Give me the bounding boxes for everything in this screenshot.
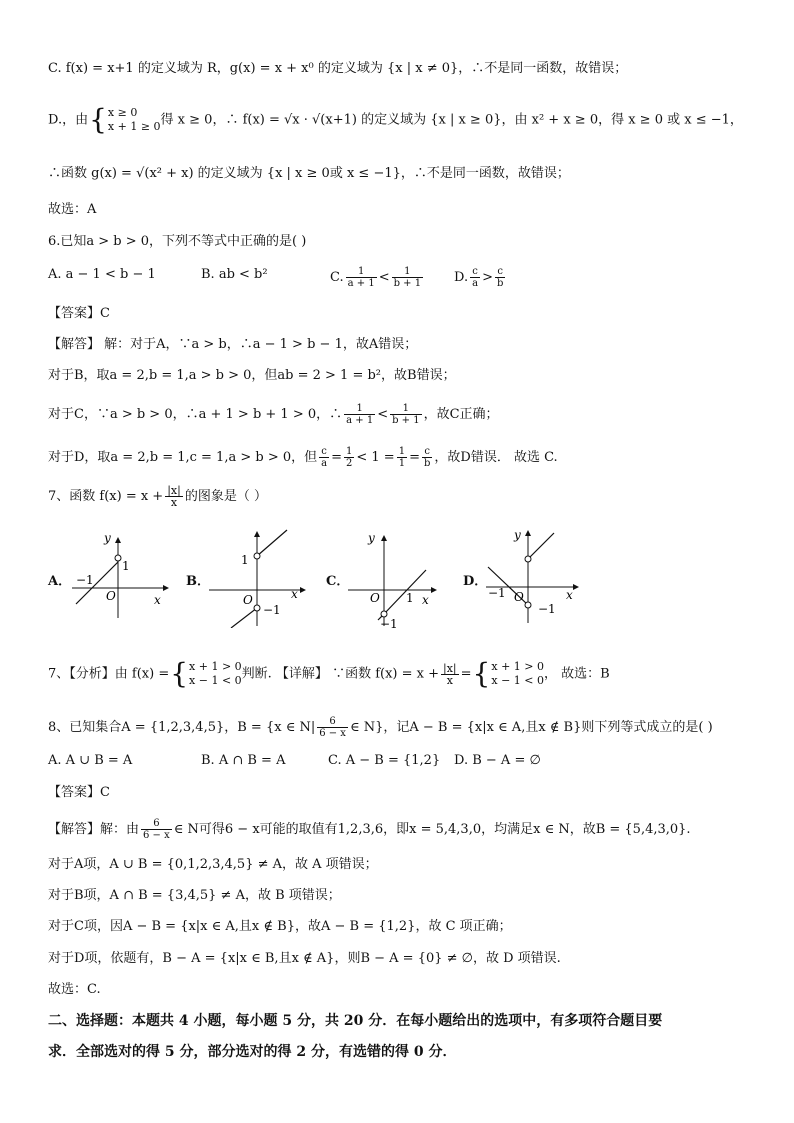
question-7 [48, 485, 754, 508]
tick-label: −1 [76, 573, 94, 587]
graph-b-label: B． [186, 574, 210, 589]
axis-y-label: y [368, 531, 375, 545]
origin-label: O [514, 590, 524, 604]
left-brace-icon: { [89, 103, 107, 136]
tick-label: −1 [488, 586, 506, 600]
question-8 [48, 716, 754, 739]
text: C. f(x) = x+1 的定义域为 R，g(x) = x + x⁰ 的定义域为 {x | x ≠ 0}，∴不是同一函数，故错误； [48, 61, 628, 76]
text: 7、函数 f(x) = x + [48, 489, 164, 504]
text: 7、【分析】由 f(x) = [48, 666, 170, 682]
numerator: c [422, 446, 432, 458]
solution-6-1 [48, 336, 754, 354]
text: ， 故选：B [544, 666, 610, 682]
denominator: a [321, 458, 328, 469]
text: D.，由 [48, 112, 89, 128]
tick-label: 1 [406, 591, 414, 605]
denominator: b [423, 458, 431, 469]
numerator: 1 [392, 266, 424, 278]
option-c [330, 266, 425, 289]
text: 对于C，∵a > b > 0，∴a + 1 > b + 1 > 0，∴ [48, 407, 343, 422]
option-b: B. ab < b² [201, 267, 268, 282]
text: 对于D项，依题有，B − A = {x|x ∈ B,且x ∉ A}，则B − A = {0} ≠ ∅，故 D 项错误. [48, 951, 561, 966]
fraction [344, 403, 375, 426]
text: 对于C项，因A − B = {x|x ∈ A,且x ∉ B}，故A − B = {1,2}，故 C 项正确； [48, 919, 512, 934]
cases [189, 660, 242, 688]
denominator: a + 1 [346, 415, 374, 426]
case-1: x + 1 > 0 [189, 660, 242, 673]
answer-8 [48, 784, 754, 802]
denominator: b [496, 278, 504, 289]
fraction [141, 818, 172, 841]
fraction [422, 446, 432, 469]
text: 对于D，取a = 2,b = 1,c = 1,a > b > 0，但 [48, 450, 318, 465]
solution-line-c [48, 60, 754, 78]
solution-8-4 [48, 918, 754, 936]
fraction [344, 446, 354, 469]
text: < [378, 270, 390, 285]
text: < [377, 407, 389, 422]
cases [491, 660, 544, 688]
numerator: c [495, 266, 505, 278]
denominator: x [446, 673, 453, 687]
option-a: A. a − 1 < b − 1 [48, 267, 156, 282]
fraction [441, 663, 459, 686]
fraction [392, 266, 424, 289]
solution-8-2 [48, 856, 754, 874]
section-2-heading [48, 1012, 754, 1030]
fraction [317, 716, 348, 739]
numerator: 1 [346, 266, 377, 278]
solution-8-1 [48, 818, 754, 841]
solution-8-5 [48, 950, 754, 968]
case-2: x − 1 < 0 [491, 674, 544, 687]
text: 8、已知集合A = {1,2,3,4,5}，B = {x ∈ N| [48, 720, 316, 735]
solution-6-4 [48, 446, 754, 469]
axis-x-label: x [422, 593, 429, 607]
text: = [331, 450, 342, 465]
case-1: x ≥ 0 [107, 106, 138, 119]
solution-6-2 [48, 367, 754, 385]
tick-label: −1 [263, 603, 281, 617]
section-2-heading-cont [48, 1043, 754, 1061]
graph-b [205, 528, 315, 628]
solution-6-3 [48, 403, 754, 426]
denominator: 2 [346, 458, 353, 469]
question-6 [48, 233, 754, 251]
left-brace-icon: { [472, 657, 491, 690]
numerator: 6 [317, 716, 348, 728]
cases [108, 106, 161, 134]
tick-label: −1 [380, 617, 398, 630]
tick-label: −1 [538, 602, 556, 616]
denominator: 1 [398, 458, 406, 469]
case-2: x + 1 ≥ 0 [107, 120, 161, 133]
origin-label: O [243, 593, 253, 607]
denominator: b + 1 [392, 415, 420, 426]
text: 故选：C. [48, 982, 101, 997]
axis-y-label: y [514, 528, 521, 542]
graph-c [344, 530, 454, 630]
text: 【答案】C [48, 306, 110, 321]
text: ，故D错误． 故选 C. [434, 450, 558, 465]
fraction [165, 485, 183, 508]
answer-6 [48, 305, 754, 323]
option-c: C. A − B = {1,2} [328, 753, 441, 768]
text: 【解答】 解：对于A，∵a > b，∴a − 1 > b − 1，故A错误； [48, 337, 418, 352]
text: 【解答】解：由 [48, 822, 140, 837]
text: 对于B项，A ∩ B = {3,4,5} ≠ A，故 B 项错误； [48, 888, 341, 903]
fraction [397, 446, 407, 469]
denominator: 6 − x [143, 830, 170, 841]
origin-label: O [106, 589, 116, 603]
denominator: 6 − x [319, 728, 346, 739]
numerator: 1 [390, 403, 422, 415]
text: < 1 = [356, 450, 395, 465]
numerator: 1 [398, 446, 406, 457]
graph-a-label: A． [48, 574, 72, 589]
text: D. [454, 270, 469, 285]
case-1: x + 1 > 0 [491, 660, 544, 673]
axis-x-label: x [566, 588, 573, 602]
denominator: b + 1 [393, 278, 422, 289]
numerator: c [319, 446, 329, 458]
fraction [346, 266, 377, 289]
choose-a [48, 201, 754, 219]
text: ∴函数 g(x) = √(x² + x) 的定义域为 {x | x ≥ 0或 x ≤ −1}，∴不是同一函数，故错误； [48, 166, 570, 181]
text: = [409, 450, 420, 465]
text: 判断. 【详解】 ∵函数 f(x) = x + [241, 666, 440, 682]
graph-d [482, 525, 592, 625]
solution-line-d [48, 103, 754, 136]
text: 对于B，取a = 2,b = 1,a > b > 0，但ab = 2 > 1 = b²，故B错误； [48, 368, 456, 383]
numerator: c [470, 266, 480, 278]
graph-c-label: C． [326, 574, 350, 589]
solution-8-6 [48, 981, 754, 999]
option-b: B. A ∩ B = A [201, 753, 286, 768]
text: 【答案】C [48, 785, 110, 800]
text: 的图象是（ ） [184, 489, 267, 504]
option-a: A. A ∪ B = A [48, 753, 133, 768]
fraction [319, 446, 329, 469]
tick-label: 1 [241, 553, 249, 567]
text: = [460, 666, 472, 682]
tick-label: 1 [122, 559, 130, 573]
numerator: |x| [443, 661, 457, 675]
fraction [470, 266, 480, 289]
option-d: D. B − A = ∅ [454, 753, 541, 768]
text: ∈ N}，记A − B = {x|x ∈ A,且x ∉ B}则下列等式成立的是( ) [349, 720, 713, 735]
axis-y-label: y [104, 531, 111, 545]
denominator: x [170, 496, 178, 509]
numerator: 6 [141, 818, 172, 830]
text: 得 x ≥ 0，∴ f(x) = √x · √(x+1) 的定义域为 {x | x ≥ 0}，由 x² + x ≥ 0，得 x ≥ 0 或 x ≤ −1， [160, 112, 743, 128]
text: > [482, 270, 493, 285]
analysis-7 [48, 657, 754, 690]
text: 故选：A [48, 202, 97, 217]
graph-a [68, 530, 178, 620]
text: C. [330, 270, 344, 285]
numerator: 1 [344, 403, 375, 415]
origin-label: O [370, 591, 380, 605]
numerator: 1 [346, 446, 353, 457]
fraction [390, 403, 422, 426]
fraction [495, 266, 505, 289]
text: ，故C正确； [423, 407, 499, 422]
case-2: x − 1 < 0 [189, 674, 242, 687]
solution-8-3 [48, 887, 754, 905]
text: 6.已知a > b > 0，下列不等式中正确的是( ) [48, 234, 307, 249]
axis-x-label: x [154, 593, 161, 607]
denominator: a + 1 [347, 278, 375, 289]
solution-line-g [48, 165, 754, 183]
left-brace-icon: { [170, 657, 189, 690]
text: ∈ N可得6 − x可能的取值有1,2,3,6，即x = 5,4,3,0，均满足x ∈ N，故B = {5,4,3,0}. [173, 822, 691, 837]
numerator: |x| [167, 484, 181, 497]
text: 对于A项，A ∪ B = {0,1,2,3,4,5} ≠ A，故 A 项错误； [48, 857, 378, 872]
option-d [454, 266, 507, 289]
graph-d-label: D． [463, 574, 488, 589]
denominator: a [472, 278, 479, 289]
axis-x-label: x [291, 587, 298, 601]
text: 求．全部选对的得 5 分，部分选对的得 2 分，有选错的得 0 分． [48, 1044, 457, 1060]
text: 二、选择题：本题共 4 小题，每小题 5 分，共 20 分．在每小题给出的选项中，有多项符合题目要 [48, 1013, 663, 1029]
